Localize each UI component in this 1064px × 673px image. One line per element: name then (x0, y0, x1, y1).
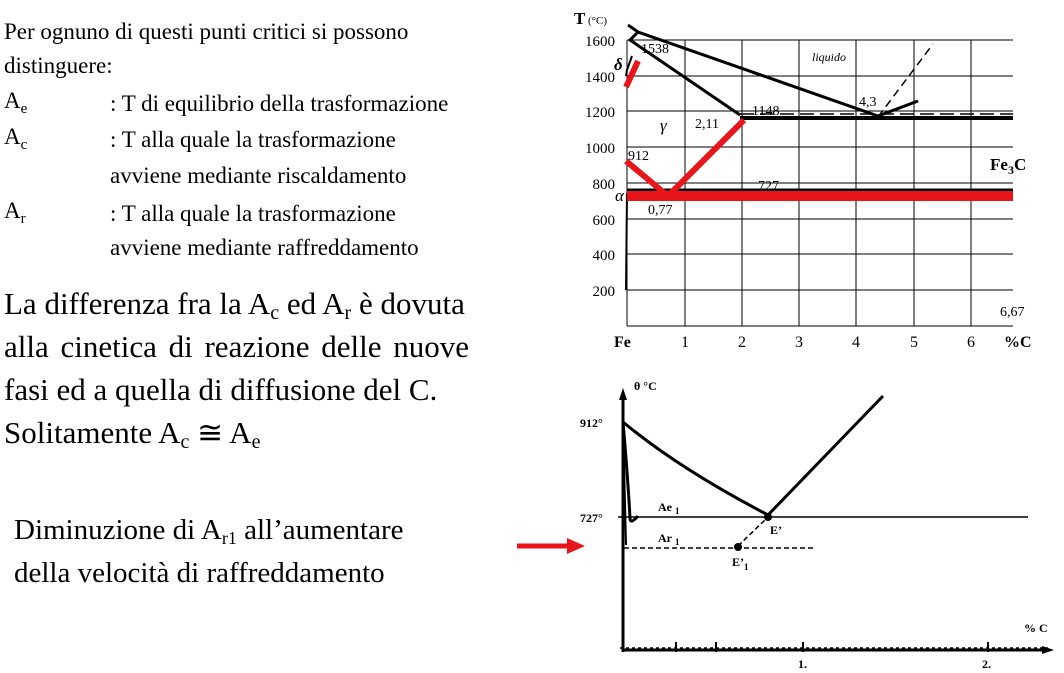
label-2-11: 2,11 (695, 117, 719, 132)
y-tick: 1400 (585, 70, 615, 86)
diagram1-red-highlights (626, 61, 1013, 196)
label-727: 727° (580, 511, 603, 525)
diagram1-y-ticks (585, 34, 615, 300)
diagram2-lines (618, 388, 1054, 654)
label-0-77: 0,77 (648, 203, 673, 218)
paragraph-line-2: alla cinetica di reazione delle nuove (4, 329, 469, 364)
y-tick: 1600 (585, 34, 615, 50)
paragraph-line-3: fasi ed a quella di diffusione del C. (4, 372, 438, 407)
x-tick: 2 (738, 334, 746, 351)
x-tick-1: 1. (798, 657, 807, 671)
fe-c-phase-diagram (568, 4, 1058, 359)
diagram1-x-ticks (614, 334, 1032, 351)
point-e1 (734, 543, 742, 551)
label-912: 912 (628, 149, 649, 164)
label-4-3: 4,3 (859, 95, 877, 110)
definition-ae-text: : T di equilibrio della trasformazione (110, 91, 449, 116)
x-axis-unit: %C (1004, 334, 1032, 351)
label-1148: 1148 (752, 104, 780, 119)
definition-ar-text-2: avviene mediante raffreddamento (110, 235, 419, 260)
y-tick: 800 (592, 177, 615, 193)
paragraph-line-4: Solitamente $A_c$ ≅ $A_e$ (4, 415, 261, 453)
intro-line-2: distinguere: (4, 53, 113, 78)
label-fe3c: $Fe_3C$ (990, 155, 1027, 177)
label-e: E’ (770, 523, 782, 537)
x-tick: 5 (910, 334, 918, 351)
y-tick: 200 (592, 284, 615, 300)
label-e1: $E’_1$ (732, 555, 749, 572)
label-727: 727 (758, 179, 779, 194)
x-tick: 3 (795, 334, 803, 351)
label-gamma: γ (660, 116, 667, 135)
definition-ac-symbol: $A_c$ (4, 124, 28, 153)
x-tick: 4 (852, 334, 860, 351)
label-912: 912° (580, 416, 603, 430)
definition-ac-text-1: : T alla quale la trasformazione (110, 127, 396, 152)
x-tick: 6 (967, 334, 975, 351)
label-ar1: Ar $_1$ (658, 531, 680, 547)
y-axis-unit: (°C) (588, 15, 608, 27)
label-delta: δ (614, 55, 623, 74)
label-6-67: 6,67 (1000, 305, 1025, 320)
x-tick: 1 (681, 334, 689, 351)
intro-line-1: Per ognuno di questi punti critici si possono (4, 19, 409, 44)
note-line-1: Diminuzione di $A_{r1}$ all’aumentare (14, 514, 404, 548)
y-axis-title: T (574, 9, 586, 28)
diagram1-phase-lines (626, 25, 1013, 290)
y-tick: 400 (592, 248, 615, 264)
definition-ar-symbol: $A_r$ (4, 198, 26, 227)
label-ae1: Ae $_1$ (658, 500, 680, 516)
definition-ar-text-1: : T alla quale la trasformazione (110, 201, 396, 226)
definition-ae-symbol: $A_e$ (4, 88, 28, 117)
y-tick: 1200 (585, 105, 615, 121)
x-tick: Fe (614, 334, 631, 351)
y-tick: 1000 (585, 141, 615, 157)
y-axis-title: θ °C (634, 379, 657, 393)
cooling-rate-diagram (568, 370, 1060, 673)
definition-ac-text-2: avviene mediante riscaldamento (110, 163, 407, 188)
x-tick-2: 2. (982, 657, 991, 671)
x-axis-unit: % C (1024, 621, 1048, 635)
label-1538: 1538 (641, 42, 669, 57)
paragraph-line-1: La differenza fra la $A_c$ ed $A_r$ è dovuta (4, 286, 465, 324)
label-liquid: liquido (812, 50, 847, 64)
point-e (764, 513, 772, 521)
y-tick: 600 (592, 213, 615, 229)
label-alpha: α (615, 186, 624, 205)
note-line-2: della velocità di raffreddamento (14, 557, 385, 589)
